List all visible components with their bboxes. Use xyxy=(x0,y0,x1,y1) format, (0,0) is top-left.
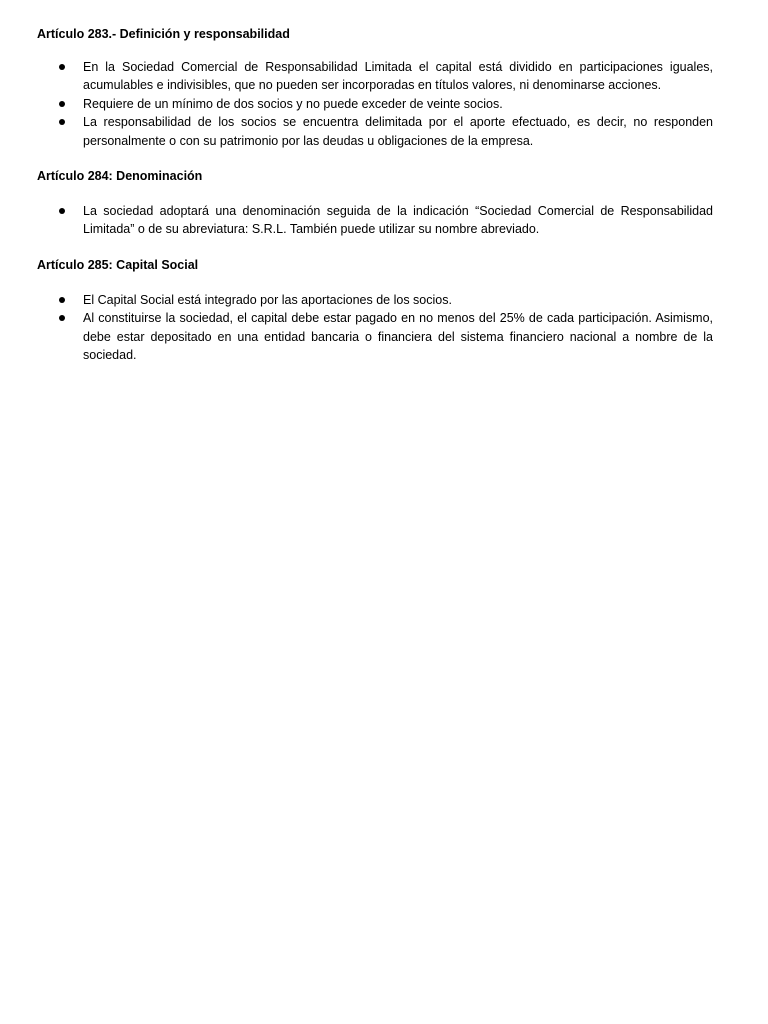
article-284-list xyxy=(37,202,713,239)
bullet-icon xyxy=(59,64,65,70)
article-283-list xyxy=(37,58,713,150)
article-285-list xyxy=(37,291,713,365)
list-item xyxy=(37,58,713,95)
list-item xyxy=(37,202,713,239)
list-item-text: Requiere de un mínimo de dos socios y no puede exceder de veinte socios. xyxy=(83,96,503,111)
article-285-heading: Artículo 285: Capital Social xyxy=(37,257,199,272)
article-284-heading: Artículo 284: Denominación xyxy=(37,169,203,184)
list-item xyxy=(37,95,713,113)
list-item xyxy=(37,113,713,150)
article-283-heading: Artículo 283.- Definición y responsabilidad xyxy=(37,27,290,41)
list-item-text: La responsabilidad de los socios se encuentra delimitada por el aporte efectuado, es decir, no responden personalmente o con su patrimonio por las deudas u obligaciones de la empresa. xyxy=(83,115,713,148)
list-item-text: La sociedad adoptará una denominación seguida de la indicación “Sociedad Comercial de Responsabilidad Limitada” o de su abreviatura: S.R.L. También puede utilizar su nombre abreviado. xyxy=(83,204,713,237)
bullet-icon xyxy=(59,101,65,107)
list-item-text: Al constituirse la sociedad, el capital debe estar pagado en no menos del 25% de cada participación. Asimismo, debe estar depositado en una entidad bancaria o financiera del sistema financiero nacional a nombre de la sociedad. xyxy=(83,311,713,363)
document-page xyxy=(37,25,713,364)
list-item-text: En la Sociedad Comercial de Responsabilidad Limitada el capital está dividido en participaciones iguales, acumulables e indivisibles, que no pueden ser incorporadas en títulos valores, ni denominarse acciones. xyxy=(83,60,713,93)
bullet-icon xyxy=(59,315,65,321)
bullet-icon xyxy=(59,208,65,214)
bullet-icon xyxy=(59,119,65,125)
list-item xyxy=(37,309,713,364)
list-item xyxy=(37,291,713,309)
list-item-text: El Capital Social está integrado por las aportaciones de los socios. xyxy=(83,292,452,307)
bullet-icon xyxy=(59,297,65,303)
